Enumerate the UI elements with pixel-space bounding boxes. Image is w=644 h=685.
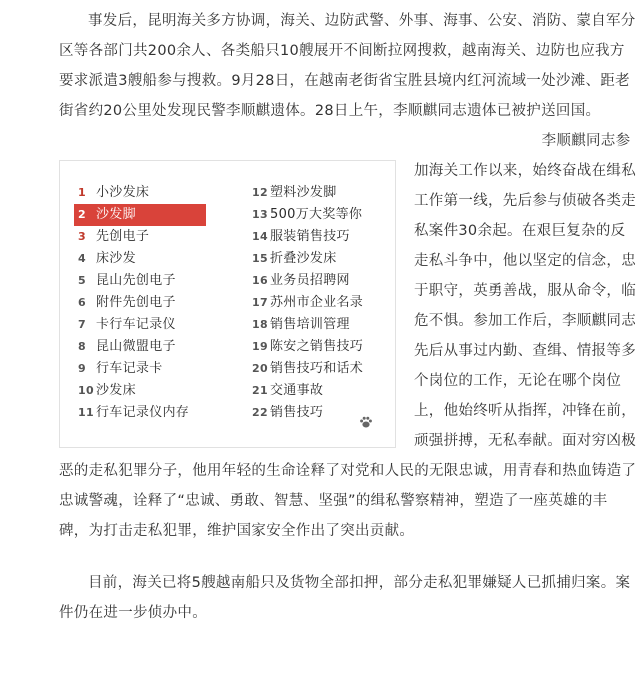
- paragraph-gap: [59, 546, 637, 568]
- ad-keyword-text: 销售培训管理: [270, 317, 350, 332]
- ad-keyword-text: 小沙发床: [96, 185, 150, 200]
- ad-keyword-rank: 21: [252, 384, 268, 397]
- ad-keyword-rank: 18: [252, 318, 268, 331]
- ad-keyword-text: 销售技巧: [270, 405, 324, 420]
- ad-keyword-text: 折叠沙发床: [270, 251, 337, 266]
- ad-keyword-rank: 7: [78, 318, 86, 331]
- ad-keyword-rank: 3: [78, 230, 86, 243]
- ad-keyword-text: 交通事故: [270, 383, 324, 398]
- ad-keyword-box: [59, 160, 396, 448]
- ad-keyword-text: 床沙发: [96, 251, 136, 266]
- ad-keyword-rank: 4: [78, 252, 86, 265]
- ad-keyword-text: 附件先创电子: [96, 295, 176, 310]
- ad-keyword-rank: 20: [252, 362, 268, 375]
- ad-keyword-text: 昆山微盟电子: [96, 339, 176, 354]
- article-paragraph-3: 目前，海关已将5艘越南船只及货物全部扣押，部分走私犯罪嫌疑人已抓捕归案。案件仍在进一步侦办中。: [59, 575, 631, 621]
- ad-keyword-rank: 15: [252, 252, 268, 265]
- ad-keyword-rank: 1: [78, 186, 86, 199]
- ad-keyword-text: 苏州市企业名录: [270, 295, 364, 310]
- ad-keyword-text: 服装销售技巧: [270, 229, 350, 244]
- ad-keyword-rank: 19: [252, 340, 268, 353]
- ad-keyword-rank: 9: [78, 362, 86, 375]
- ad-keyword-text: 行车记录卡: [96, 361, 163, 376]
- ad-keyword-text: 行车记录仪内存: [96, 405, 190, 420]
- ad-keyword-rank: 10: [78, 384, 94, 397]
- ad-keyword-rank: 6: [78, 296, 86, 309]
- ad-keyword-text: 沙发床: [96, 383, 136, 398]
- ad-keyword-rank: 16: [252, 274, 268, 287]
- article-body: [59, 6, 637, 628]
- ad-keyword-rank: 2: [78, 208, 86, 221]
- ad-keyword-column-left: [78, 182, 206, 424]
- ad-keyword-text: 昆山先创电子: [96, 273, 176, 288]
- ad-keyword-text: 业务员招聘网: [270, 273, 350, 288]
- paw-icon[interactable]: [359, 415, 373, 429]
- ad-keyword-rank: 12: [252, 186, 268, 199]
- ad-keyword-text: 塑料沙发脚: [270, 185, 337, 200]
- ad-keyword-column-right: [252, 182, 382, 424]
- ad-keyword-text: 先创电子: [96, 229, 150, 244]
- ad-keyword-rank: 22: [252, 406, 268, 419]
- ad-keyword-text: 500万大奖等你: [270, 207, 363, 222]
- ad-keyword-text: 销售技巧和话术: [270, 361, 364, 376]
- ad-keyword-rank: 13: [252, 208, 268, 221]
- article-paragraph-1: 事发后，昆明海关多方协调，海关、边防武警、外事、海事、公安、消防、蒙自军分区等各部门共200余人、各类船只10艘展开不间断拉网搜救，越南海关、边防也应我方要求派遣3艘船参与搜救。9月28日，在越南老街省宝胜县境内红河流域一处沙滩、距老街省约20公里处发现民警李顺麒遗体。28日上午，李顺麒同志遗体已被护送回国。: [59, 13, 636, 119]
- ad-keyword-rank: 11: [78, 406, 94, 419]
- ad-keyword-link[interactable]: [78, 402, 206, 424]
- ad-keyword-text: 沙发脚: [96, 207, 136, 222]
- ad-keyword-rank: 5: [78, 274, 86, 287]
- ad-keyword-rank: 8: [78, 340, 86, 353]
- ad-keyword-text: 卡行车记录仪: [96, 317, 176, 332]
- ad-keyword-rank: 17: [252, 296, 268, 309]
- ad-keyword-text: 陈安之销售技巧: [270, 339, 364, 354]
- ad-keyword-rank: 14: [252, 230, 268, 243]
- article-paragraph-2: 李顺麒同志参加海关工作以来，始终奋战在缉私工作第一线，先后参与侦破各类走私案件30余起。在艰巨复杂的反走私斗争中，他以坚定的信念，忠于职守，英勇善战，服从命令，临危不惧。参加工作后，李顺麒同志先后从事过内勤、查缉、情报等多个岗位的工作，无论在哪个岗位上，他始终听从指挥，冲锋在前，顽强拼搏，无私奉献。面对穷凶极恶的走私犯罪分子，他用年轻的生命诠释了对党和人民的无限忠诚，用青春和热血铸造了忠诚警魂，诠释了“忠诚、勇敢、智慧、坚强”的缉私警察精神，塑造了一座英雄的丰碑，为打击走私犯罪，维护国家安全作出了突出贡献。: [59, 133, 637, 539]
